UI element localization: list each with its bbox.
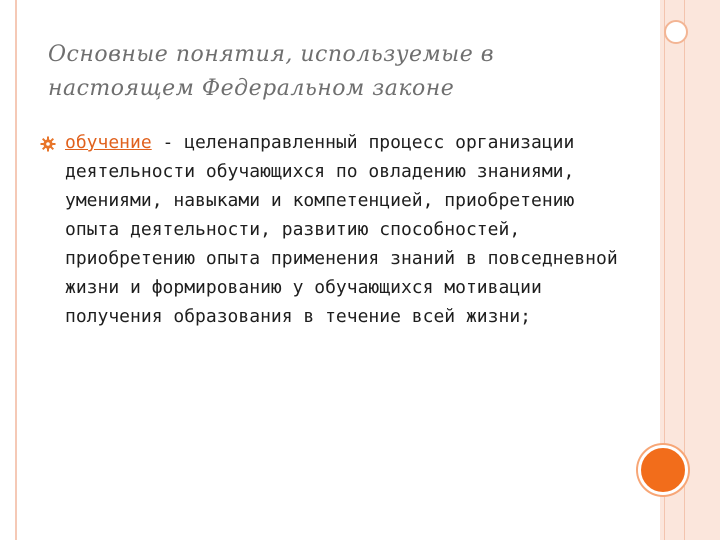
term-link[interactable]: обучение: [65, 132, 152, 153]
bottom-circle-icon: [638, 445, 688, 495]
left-decorative-line: [15, 0, 17, 540]
slide-title: Основные понятия, используемые в настоящем Федеральном законе: [48, 42, 495, 101]
bullet-text: [65, 128, 625, 331]
top-circle-icon: [664, 20, 688, 44]
term-definition: - целенаправленный процесс организации деятельности обучающихся по овладению знаниями, умениями, навыками и компетенцией, приобретению опыта деятельности, развитию способностей, приобретению опыта применения знаний в повседневной жизни и формированию у обучающихся мотивации получения образования в течение всей жизни;: [65, 132, 618, 327]
gear-icon: [40, 136, 56, 152]
